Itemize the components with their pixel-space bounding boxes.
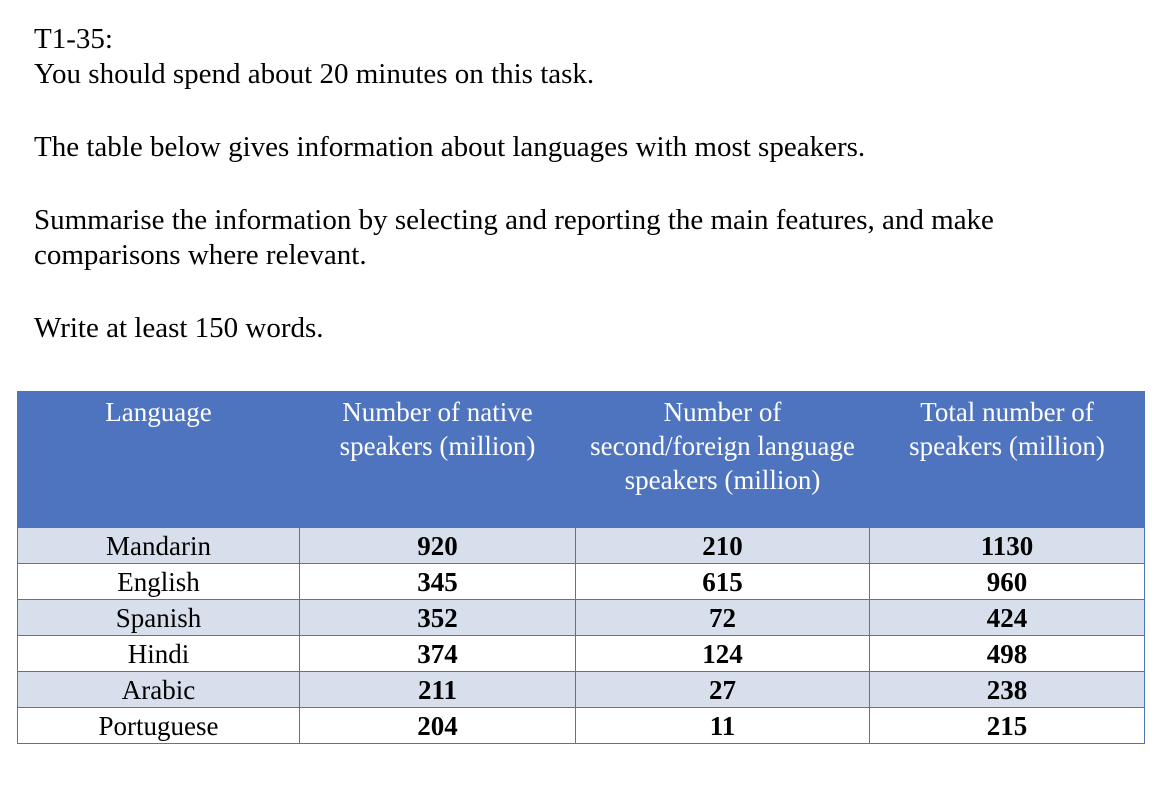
table-row (18, 564, 1145, 600)
cell-second: 615 (576, 564, 870, 600)
table-header-row (18, 392, 1145, 528)
cell-language: Mandarin (18, 528, 300, 564)
cell-language: Hindi (18, 636, 300, 672)
cell-second: 72 (576, 600, 870, 636)
cell-native: 352 (300, 600, 576, 636)
table-row (18, 672, 1145, 708)
header-native-speakers: Number of native speakers (million) (300, 392, 576, 528)
cell-native: 204 (300, 708, 576, 744)
cell-total: 498 (870, 636, 1145, 672)
cell-total: 215 (870, 708, 1145, 744)
languages-table (17, 391, 1145, 744)
cell-native: 374 (300, 636, 576, 672)
task-instruction: Summarise the information by selecting and reporting the main features, and make comparisons where relevant. (34, 204, 994, 271)
cell-native: 345 (300, 564, 576, 600)
task-prompt (34, 22, 1144, 346)
cell-language: Spanish (18, 600, 300, 636)
cell-second: 27 (576, 672, 870, 708)
table-row (18, 708, 1145, 744)
cell-total: 1130 (870, 528, 1145, 564)
header-language: Language (18, 392, 300, 528)
cell-native: 920 (300, 528, 576, 564)
table-row (18, 636, 1145, 672)
cell-language: English (18, 564, 300, 600)
table-row (18, 600, 1145, 636)
cell-second: 11 (576, 708, 870, 744)
cell-language: Portuguese (18, 708, 300, 744)
task-description: The table below gives information about languages with most speakers. (34, 131, 866, 163)
cell-second: 210 (576, 528, 870, 564)
cell-total: 424 (870, 600, 1145, 636)
cell-native: 211 (300, 672, 576, 708)
header-total-speakers: Total number of speakers (million) (870, 392, 1145, 528)
header-second-language-speakers: Number of second/foreign language speakers (million) (576, 392, 870, 528)
cell-total: 238 (870, 672, 1145, 708)
time-instruction: You should spend about 20 minutes on this task. (34, 58, 595, 90)
cell-language: Arabic (18, 672, 300, 708)
cell-second: 124 (576, 636, 870, 672)
cell-total: 960 (870, 564, 1145, 600)
languages-table-container (17, 391, 1144, 744)
table-row (18, 528, 1145, 564)
task-code: T1-35: (34, 23, 113, 55)
word-count-instruction: Write at least 150 words. (34, 312, 324, 344)
